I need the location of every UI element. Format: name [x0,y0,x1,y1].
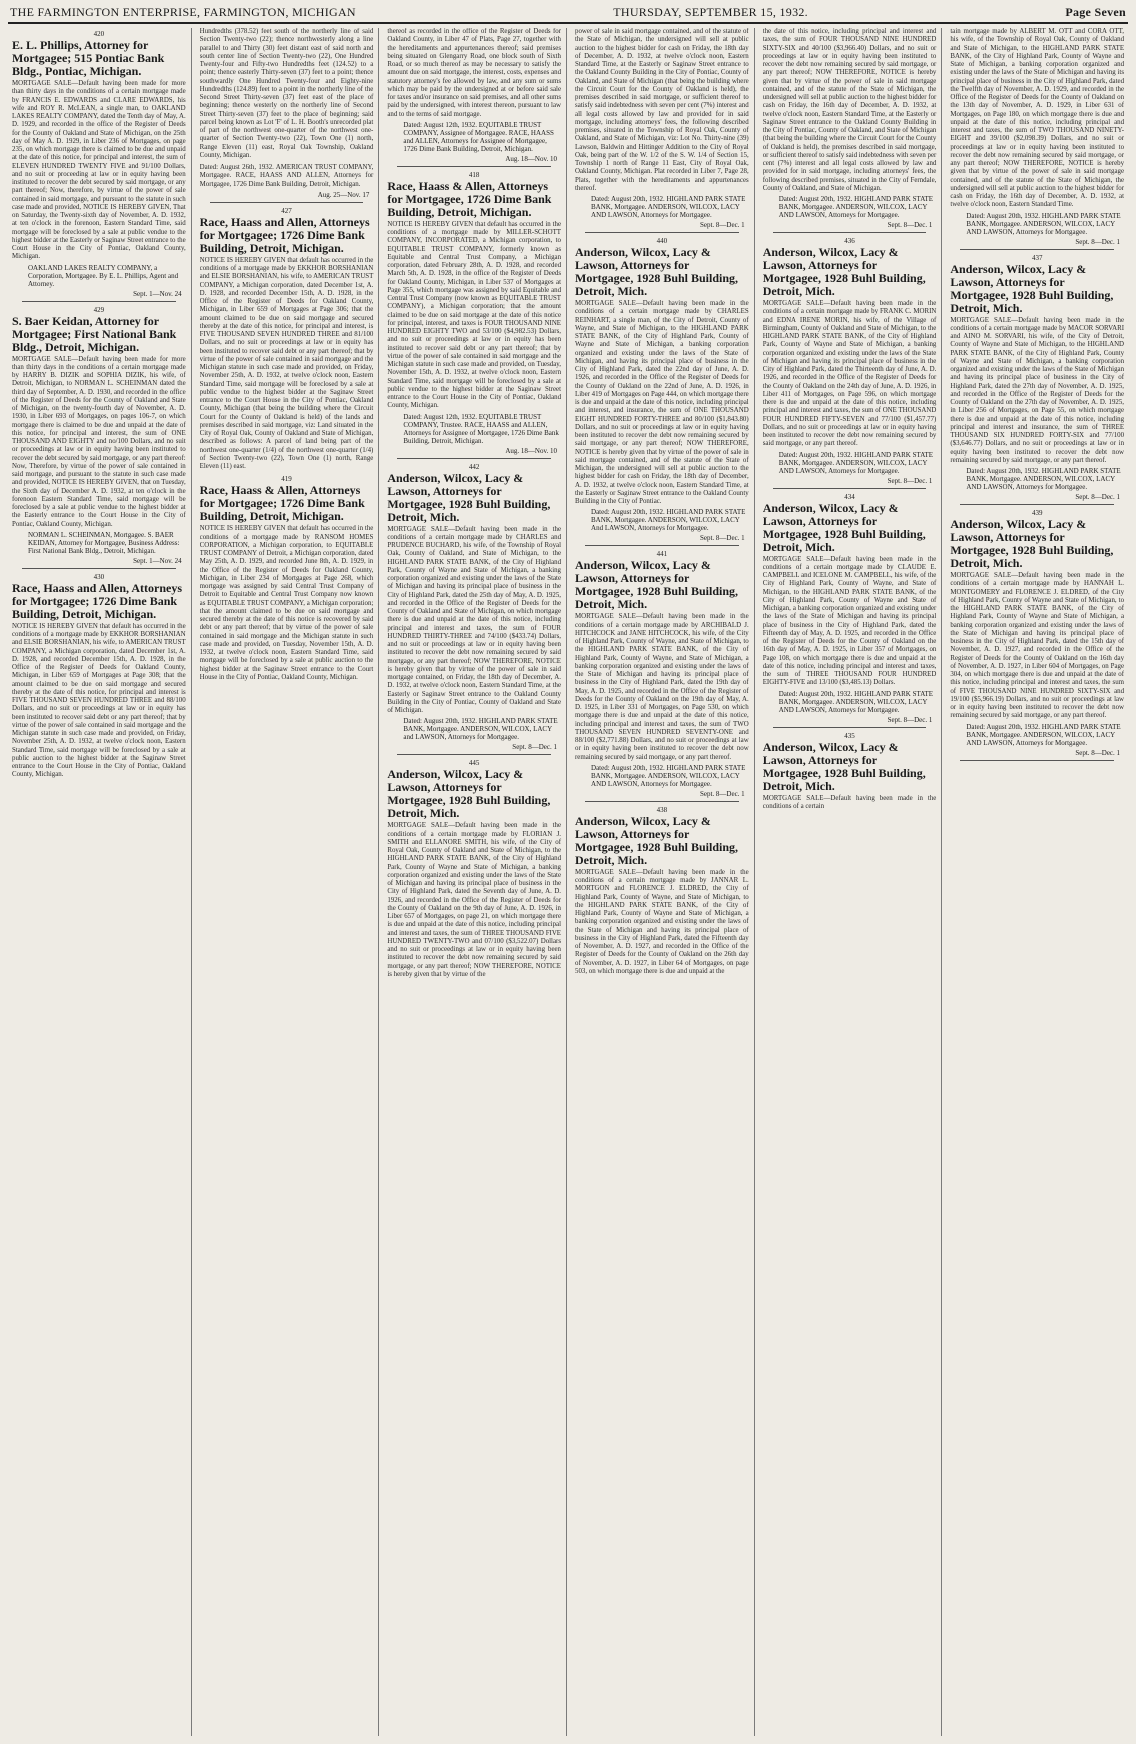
notice-number: 445 [468,759,480,768]
notice-body: MORTGAGE SALE—Default having been made in the conditions of a certain mortgage made by ARCHIBALD J. HITCHCOCK and JANE HITCHCOCK, his wife, of the City of Highland Park, County of Wayne, and State of Michigan, to the HIGHLAND PARK STATE BANK, of the City of Highland Park, County of Wayne, and State of Michigan, a banking corporation organized and existing under the laws of the State of Michigan and having its principal place of business in the City of Highland Park, dated the 19th day of May, A. D. 1925, and recorded in the Office of the Register of Deeds for the County of Oakland on the 19th day of May, A. D. 1925, in Liber 331 of Mortgages, on Page 530, on which mortgage there is due and unpaid at the date of this notice, including principal and interest and taxes, the sum of TWO THOUSAND SEVEN HUNDRED SEVENTY-ONE and 88/100 ($2,771.88) Dollars, and no suit or proceedings at law or in equity having been instituted to recover the debt now remaining secured by said mortgage, or any part thereof. [575,613,749,761]
notice-number: 435 [844,731,855,740]
notice-separator [397,166,551,167]
notice-signature: OAKLAND LAKES REALTY COMPANY, a Corporation, Mortgagee. By E. L. Phillips, Agent and Attorney. [28,263,179,288]
legal-notice [575,28,749,233]
notice-signature: Dated: August 20th, 1932. HIGHLAND PARK STATE BANK, Mortgagee. ANDERSON, WILCOX, LACY AND LAWSON, Attorneys for Mortgagee. [966,211,1121,236]
notice-body: tain mortgage made by ALBERT M. OTT and CORA OTT, his wife, of the Township of Royal Oak, County of Oakland and State of Michigan, to the HIGHLAND PARK STATE BANK, of the City of Highland Park, County of Wayne and State of Michigan, a banking corporation organized and existing under the laws of the State of Michigan and having its principal place of business in the City of Highland Park, dated the Twelfth day of November, A. D. 1929, and recorded in the Office of the Register of Deeds for the County of Oakland on the 13th day of November, A. D. 1929, in Liber 631 of Mortgages, on Page 180, on which mortgage there is due and unpaid at the date of this notice, including principal and interest and taxes, the sum of TWO THOUSAND NINETY-EIGHT and 39/100 ($2,098.39) Dollars, and no suit or proceedings at law or in equity having been instituted to recover the debt now remaining secured by said mortgage, or any part thereof; NOW THEREFORE, NOTICE is hereby given that by virtue of the power of sale in said mortgage contained, and of the statute of the State of Michigan, the undersigned will sell at public auction to the highest bidder for cash on Friday, the 16th day of December, A. D. 1932, at twelve o'clock noon, Eastern Standard Time. [950,28,1124,209]
notice-signature: Dated: August 20th, 1932. HIGHLAND PARK STATE BANK, Mortgagee. ANDERSON, WILCOX, LACY AND LAWSON, Attorneys for Mortgagee. [966,467,1121,491]
notice-separator [22,301,176,302]
notice-heading: Anderson, Wilcox, Lacy & Lawson, Attorneys for Mortgagee, 1928 Buhl Building, Detroit, Mich. [762,245,926,298]
notice-body: NOTICE IS HEREBY GIVEN that default has occurred in the conditions of a mortgage made by RANSOM HOMES CORPORATION, a Michigan corporation, to EQUITABLE TRUST COMPANY of Detroit, a Michigan corporation, dated May 25th, A. D. 1929, and recorded June 8th, A. D. 1929, in the Office of the Register of Deeds for Oakland County, Michigan, in Liber 234 of Mortgages at Page 268, which mortgage was assigned by said Central Trust Company of Detroit to Equitable and Central Trust Company now known as EQUITABLE TRUST COMPANY, a Michigan corporation; that the amount claimed to be due on said mortgage and secured thereby at the date of this notice is recovered by said debt or any part thereof; that by virtue of the power of sale contained in said mortgage and the Michigan statute in such case made and provided, on Tuesday, November 15th, A. D. 1932, at twelve o'clock noon, Eastern Standard Time, said mortgage will be foreclosed by a sale at public auction to the highest bidder at the Saginaw Street entrance to the Court House in the City of Pontiac, Oakland County, Michigan. [199,525,374,681]
notice-number: 441 [656,550,668,559]
legal-notice [763,28,937,233]
notice-dateline: Sept. 1—Nov. 24 [133,289,182,298]
notice-heading: Anderson, Wilcox, Lacy & Lawson, Attorneys for Mortgagee, 1928 Buhl Building, Detroit, Mich. [387,470,551,524]
notice-number: 442 [468,462,480,471]
notice-heading: Race, Haass and Allen, Attorneys for Mortgagee; 1726 Dime Bank Building, Detroit, Michigan. [12,580,183,621]
legal-notice [387,171,561,459]
legal-notice [950,28,1124,250]
legal-notice [200,207,374,472]
notice-heading: Anderson, Wilcox, Lacy & Lawson, Attorneys for Mortgagee, 1928 Buhl Building, Detroit, Mich. [387,767,551,821]
notice-dateline: Sept. 8—Dec. 1 [699,221,745,229]
notice-dateline: Sept. 8—Dec. 1 [512,743,558,752]
notice-separator [22,568,176,569]
masthead-rule [8,22,1128,24]
notice-dateline: Sept. 1—Nov. 24 [133,556,182,565]
column-4 [575,28,755,1736]
notice-body: MORTGAGE SALE—Default having been made in the conditions of a certain mortgage made by HANNAH L. MONTGOMERY and FLORENCE J. ELDRED, of the City of Highland Park, County of Wayne and State of Michigan, to the HIGHLAND PARK STATE BANK, of the City of Highland Park, County of Wayne and State of Michigan, a banking corporation organized and existing under the laws of the State of Michigan and having its principal place of business in the City of Highland Park, dated the 15th day of November, A. D. 1927, and recorded in the Office of the Register of Deeds for the County of Oakland on the 16th day of November, A. D. 1927, in Liber 604 of Mortgages, on Page 304, on which mortgage there is due and unpaid at the date of this notice, including principal and interest and taxes, the sum of FIVE THOUSAND NINE HUNDRED SIXTY-SIX and 19/100 ($5,966.19) Dollars, and no suit or proceedings at law or in equity having been instituted to recover the debt now remaining secured by said mortgage, or any part thereof. [950,572,1124,720]
notice-body: MORTGAGE SALE—Default having been made in the conditions of a certain mortgage made by CHARLES REINHART, a single man, of the City of Detroit, County of Wayne, and State of Michigan, to the HIGHLAND PARK STATE BANK, of the City of Highland Park, County of Wayne and State of Michigan, a banking corporation organized and existing under the laws of the State of Michigan, and having its principal place of business in the City of Highland Park, dated the 22nd day of June, A. D. 1926, and recorded in the Office of the Register of Deeds for the County of Oakland on the 22nd of June, A. D. 1926, in Liber 419 of Mortgages on Page 444, on which mortgage there is due and unpaid at the date of this notice, including principal and interest, and insurance, the sum of ONE THOUSAND EIGHT HUNDRED FORTY-THREE and 80/100 ($1,843.80) Dollars, and no suit or proceedings at law or in equity having been instituted to recover the debt now remaining secured by said mortgage, or any part thereof; NOW THEREFORE, NOTICE is hereby given that by virtue of the power of sale in said mortgage contained, and of the statute of the State of Michigan, the undersigned will sell at public auction to the highest bidder for cash on Friday, the 18th day of December, A. D. 1932, at twelve o'clock noon, Eastern Standard Time, at the Easterly or Saginaw Street entrance to the Oakland County Building in the City of Pontiac. [575,300,749,505]
notice-signature: Dated: August 12th, 1932. EQUITABLE TRUST COMPANY, Assignee of Mortgagee. RACE, HAASS and ALLEN, Attorneys for Assignee of Mortgagee, 1726 Dime Bank Building, Detroit, Michigan. [403,120,554,153]
notice-heading: Anderson, Wilcox, Lacy & Lawson, Attorneys for Mortgagee, 1928 Buhl Building, Detroit, Mich. [762,739,926,793]
notice-number: 427 [281,206,292,215]
notice-body: power of sale in said mortgage contained, and of the statute of the State of Michigan, the undersigned will sell at public auction to the highest bidder for cash on Friday, the 18th day of December, A. D. 1932, at twelve o'clock noon, Eastern Standard Time, at the Easterly or Saginaw Street entrance to the Oakland County Building in the City of Pontiac, County of Oakland, and State of Michigan (that being the building where the Circuit Court for the County of Oakland is held), the premises described in said mortgage, or sufficient thereof to satisfy said indebtedness with seven per cent (7%) interest and all legal costs allowed by law and provided for in said mortgage, including attorneys' fees, the following described premises, situated in the Township of Royal Oak, County of Oakland, and State of Michigan, viz: Lot No. Thirty-nine (39) Lawson, Baldwin and Hittinger Addition to the City of Royal Oak, being part of the W. 1/2 of the S. W. 1/4 of Section 15, Township 1 north of Range 11 East, City of Royal Oak, Oakland County, Michigan. Plat recorded in Liber 7, Page 28, Plats, together with the hereditaments and appurtenances thereof. [575,28,749,192]
notice-separator [773,232,927,233]
notice-heading: Anderson, Wilcox, Lacy & Lawson, Attorneys for Mortgagee, 1928 Buhl Building, Detroit, Mich. [575,558,739,612]
notice-body: MORTGAGE SALE—Default having been made in the conditions of a certain mortgage made by JANNAR L. MORTGON and FLORENCE J. ELDRED, the City of Highland Park, County of Wayne, and State of Michigan, to the HIGHLAND PARK STATE BANK, of the City of Highland Park, County of Wayne and State of Michigan, a banking corporation organized and existing under the laws of the State of Michigan and having its principal place of business in the City of Highland Park, dated the Fifteenth day of November, A. D. 1927, and recorded in the Office of the Register of Deeds for the County of Oakland on the 26th day of November, A. D. 1927, in Liber 64 of Mortgages, on page 503, on which mortgage there is due and unpaid at the [575,868,749,975]
notice-separator [960,760,1114,761]
notice-body: MORTGAGE SALE—Default having been made for more than thirty days in the conditions of a certain mortgage made by HARRY B. DIZIK and SOPHIA DIZIK, his wife, of Detroit, Michigan, to NORMAN L. SCHEINMAN dated the third day of September, A. D. 1930, and recorded in the office of the Register of Deeds for the County of Oakland and State of Michigan, on the twenty-fourth day of November, A. D. 1930, in Liber 693 of Mortgages, on pages 106-7, on which mortgage there is claimed to be due and unpaid at the date of this notice, for principal and interest, the sum of ONE THOUSAND AND EIGHTY and no/100 Dollars, and no suit or proceedings at law or in equity having been instituted to recover the debt secured by said mortgage, or any part thereof: Now, Therefore, by virtue of the power of sale contained in said mortgage, and pursuant to the statute in such case made and provided, NOTICE IS HEREBY GIVEN, that on Tuesday, the Sixth day of December A. D. 1932, at ten o'clock in the forenoon Eastern Standard Time, said mortgage will be foreclosed by a sale at public vendue to the highest bidder at the Easterly entrance to the Court House in the City of Pontiac, Oakland County, Michigan. [12,355,186,528]
notice-number: 439 [1031,509,1043,517]
notice-body: MORTGAGE SALE—Default having been made in the conditions of a certain mortgage made by MACOR SORVARI and AINO M. SORVARI, his wife, of the City of Detroit, County of Wayne and State of Michigan, to the HIGHLAND PARK STATE BANK, of the City of Highland Park, County of Wayne and State of Michigan, a banking corporation organized and existing under the laws of the State of Michigan and having its principal place of business in the City of Highland Park, dated the 27th day of November, A. D. 1925, and recorded in the Office of the Register of Deeds for the County of Oakland on the 27th day of November, A. D. 1925, in Liber 256 of Mortgages, on Page 55, on which mortgage there is due and unpaid at the date of this notice, including principal and interest and insurance, the sum of THREE THOUSAND SIX HUNDRED FORTY-SIX and 77/100 ($3,646.77) Dollars, and no suit or proceedings at law or in equity having been instituted to recover the debt now remaining secured by said mortgage, or any part thereof. [950,316,1124,464]
legal-notice [763,732,937,812]
column-6 [950,28,1124,1736]
notice-heading: Race, Haass & Allen, Attorneys for Mortgagee; 1726 Dime Bank Building, Detroit, Michigan. [199,483,365,524]
notice-body: MORTGAGE SALE—Default having been made in the conditions of a certain [762,794,937,810]
notice-number: 420 [93,30,105,38]
column-5 [763,28,943,1736]
notice-heading: Race, Haass and Allen, Attorneys for Mortgagee; 1726 Dime Bank Building, Detroit, Michigan. [199,214,370,255]
notice-number: 434 [844,492,855,501]
notice-heading: Anderson, Wilcox, Lacy & Lawson, Attorneys for Mortgagee, 1928 Buhl Building, Detroit, Mich. [575,245,739,298]
notice-heading: Anderson, Wilcox, Lacy & Lawson, Attorneys for Mortgagee, 1928 Buhl Building, Detroit, Mich. [762,500,926,554]
legal-notice [200,28,374,160]
notice-signature: Dated: August 20th, 1932. HIGHLAND PARK STATE BANK, Mortgagee. ANDERSON, WILCOX, LACY and LAWSON, Attorneys for Mortgagee. [403,717,558,742]
legal-notice [12,573,186,780]
notice-signature: Dated: August 20th, 1932. HIGHLAND PARK STATE BANK, Mortgagee. ANDERSON, WILCOX, LACY AND LAWSON, Attorneys for Mortgagee. [778,195,934,219]
notice-dateline: Aug. 25—Nov. 17 [317,190,370,199]
notice-separator [585,545,739,546]
notice-number: 436 [844,237,855,245]
notice-signature: Dated: August 20th, 1932. HIGHLAND PARK STATE BANK, Mortgagee. ANDERSON, WILCOX, LACY AND LAWSON, Attorneys for Mortgagee. [778,689,934,714]
notice-number: 418 [468,170,480,179]
notice-body: NOTICE IS HEREBY GIVEN that default has occurred in the conditions of a mortgage made by EKKHOR BORSHANIAN and ELSIE BORSHANIAN, his wife, to AMERICAN TRUST COMPANY, a Michigan corporation, dated December 1st, A. D. 1928, and recorded December 15th, A. D. 1928, in the Office of the Register of Deeds for Oakland County, Michigan, in Liber 659 of Mortgages at Page 308; that the amount claimed to be due on said mortgage and secured thereby at the date of this notice, for principal and interest is FIVE THOUSAND SEVEN HUNDRED THREE and 88/100 Dollars, and no suit or proceedings at law or in equity has been instituted to recover said debt or any part thereof; that by virtue of the power of sale contained in said mortgage and the Michigan statute in such case made and provided, on Friday, November 25th, A. D. 1932, at twelve o'clock noon, Eastern Standard Time, said mortgage will be foreclosed by a sale at public auction to the highest bidder at the Saginaw Street entrance to the Court House in the City of Pontiac, Oakland County, Michigan. [12,622,186,779]
notice-number: 438 [656,805,668,814]
legal-notice [763,493,937,728]
legal-notice [12,30,186,302]
legal-notice [387,28,561,167]
notice-heading: S. Baer Keidan, Attorney for Mortgagee; First National Bank Bldg., Detroit, Michigan. [12,313,177,354]
notice-number: 437 [1031,253,1043,262]
masthead-date: THURSDAY, SEPTEMBER 15, 1932. [613,4,808,19]
notice-dateline: Sept. 8—Dec. 1 [887,476,933,485]
column-3 [387,28,567,1736]
legal-notice [575,237,749,546]
notice-separator [585,232,739,233]
legal-notice [387,463,561,756]
notice-separator [773,488,927,489]
notice-body: MORTGAGE SALE—Default having been made in the conditions of a certain mortgage made by CHARLES and PRUDENCE BUCHARD, his wife, of the Township of Royal Oak, County of Oakland, and State of Michigan, to the HIGHLAND PARK STATE BANK, of the City of Highland Park, County of Wayne and State of Michigan, a banking corporation organized and existing under the laws of the State of Michigan and having its principal place of business in the City of Highland Park, dated the 25th day of May, A. D. 1925, and recorded in the Office of the Register of Deeds for the County of Oakland and State of Michigan, on which mortgage there is due and unpaid at the date of this notice, including principal and interest and taxes, the sum of FOUR HUNDRED THIRTY-THREE and 74/100 ($433.74) Dollars, and no suit or proceedings at law or in equity having been instituted to recover the debt now remaining secured by said mortgage, or any part thereof; NOW THEREFORE, NOTICE is hereby given that by virtue of the power of sale in said mortgage contained, on Friday, the 18th day of December, A. D. 1932, at twelve o'clock noon, Eastern Standard Time, at the Easterly or Saginaw Street entrance to the Oakland County Building in the City of Pontiac, County of Oakland and State of Michigan. [387,525,562,714]
legal-notice [950,254,1124,506]
notice-signature: Dated: August 12th, 1932. EQUITABLE TRUST COMPANY, Trustee. RACE, HAASS and ALLEN, Attorneys for Assignee of Mortgagee, 1726 Dime Bank Building, Detroit, Michigan. [403,412,559,445]
column-2 [200,28,380,1736]
notice-dateline: Sept. 8—Dec. 1 [1075,748,1121,757]
notice-body: NOTICE IS HEREBY GIVEN that default has occurred in the conditions of a mortgage made by EKKHOR BORSHANIAN and ELSIE BORSHANIAN, his wife, to AMERICAN TRUST COMPANY, a Michigan corporation, dated December 1st, A. D. 1928, and recorded December 15th, A. D. 1928, in the Office of the Register of Deeds for Oakland County, Michigan, in Liber 659 of Mortgages at Page 306; that the amount claimed to be due on said mortgage and secured thereby at the date of this notice, for principal and interest, is FIVE THOUSAND SEVEN HUNDRED THREE and 81/100 Dollars, and no suit or proceedings at law or in equity has been instituted to recover said debt or any part thereof; that by virtue of the power of sale contained in said mortgage and the Michigan statute in such case made and provided, on Friday, November 25th, A. D. 1932, at twelve o'clock noon, Eastern Standard Time, said mortgage will be foreclosed by a sale at public vendue to the highest bidder at the Saginaw Street entrance to the Court House in the City of Pontiac, Oakland County, Michigan (that being the building where the Circuit Court for the County of Oakland is held) of the lands and premises described in said mortgage, viz: Land situated in the City of Royal Oak, County of Oakland and State of Michigan, described as follows: A parcel of land being part of the northwest one-quarter (1/4) of the northwest one-quarter (1/4) of Section Twenty-two (22), Town One (1) north, Range Eleven (11) east. [199,256,374,470]
notice-dateline: Sept. 8—Dec. 1 [887,221,933,229]
notice-separator [585,801,739,802]
column-1 [12,28,192,1736]
notice-signature: Dated: August 20th, 1932. HIGHLAND PARK STATE BANK, Mortgagee. ANDERSON, WILCOX, LACY AND LAWSON, Attorneys for Mortgagee. [591,763,746,788]
legal-notice-columns [12,28,1124,1736]
notice-dateline: Sept. 8—Dec. 1 [887,715,933,724]
notice-heading: Anderson, Wilcox, Lacy & Lawson, Attorneys for Mortgagee, 1928 Buhl Building, Detroit, Mich. [950,261,1114,315]
notice-heading: Race, Haass & Allen, Attorneys for Mortgagee, 1726 Dime Bank Building, Detroit, Michigan. [387,178,552,219]
notice-separator [397,458,551,459]
notice-number: 430 [93,572,105,581]
notice-heading: Anderson, Wilcox, Lacy & Lawson, Attorneys for Mortgagee, 1928 Buhl Building, Detroit, Mich. [950,517,1114,570]
notice-signature: NORMAN L. SCHEINMAN, Mortgagee. S. BAER KEIDAN, Attorney for Mortgagee, Business Address: First National Bank Bldg., Detroit, Michigan. [28,530,180,555]
notice-dateline: Sept. 8—Dec. 1 [699,534,745,543]
legal-notice [763,237,937,489]
notice-body: NOTICE IS HEREBY GIVEN that default has occurred in the conditions of a mortgage made by MILLER-SCHOTT COMPANY, INCORPORATED, a Michigan corporation, to EQUITABLE TRUST COMPANY, formerly known as Equitable and Central Trust Company, a Michigan corporation, dated February 28th, A. D. 1928, and recorded March 5th, A. D. 1928, in the office of the Register of Deeds for Oakland County, Michigan, in Liber 537 of Mortgages at Page 355, which mortgage was assigned by said Equitable and Central Trust Company (now known as EQUITABLE TRUST COMPANY), a Michigan corporation; that the amount claimed to be due on said mortgage at the date of this notice for principal, interest, and taxes is FOUR THOUSAND NINE HUNDRED EIGHTY TWO and 53/100 ($4,982.53) Dollars, and no suit or proceedings at law or in equity has been instituted to recover said debt or any part thereof; that by virtue of the power of sale contained in said mortgage and the Michigan statute in such case made and provided, on Tuesday, November 15th, A. D. 1932, at twelve o'clock noon, Eastern Standard Time, said mortgage will be foreclosed by a sale at public vendue to the highest bidder at the Saginaw Street entrance to the Court House in the City of Pontiac, Oakland County, Michigan. [387,220,562,410]
notice-body: Dated: August 26th, 1932. AMERICAN TRUST COMPANY, Mortgagee. RACE, HAASS AND ALLEN, Attorneys for Mortgagee, 1726 Dime Bank Building, Detroit, Michigan. [199,164,374,188]
notice-body: MORTGAGE SALE—Default having been made in the conditions of a certain mortgage made by FLORIAN J. SMITH and ELLANORE SMITH, his wife, of the City of Royal Oak, County of Oakland and State of Michigan, to the HIGHLAND PARK STATE BANK, of the City of Highland Park, County of Wayne and State of Michigan, a banking corporation organized and existing under the laws of the State of Michigan and having its principal place of business in the City of Highland Park, dated the Seventh day of June, A. D. 1926, and recorded in the Office of the Register of Deeds for the County of Oakland on the 9th day of June, A. D. 1926, in Liber 657 of Mortgages, on page 21, on which mortgage there is due and unpaid at the date of this notice, including principal and interest and taxes, the sum of THREE THOUSAND FIVE HUNDRED TWENTY-TWO and 07/100 ($3,522.07) Dollars and no suit or proceedings at law or in equity having been instituted to recover the debt now remaining secured by said mortgage, or any part thereof; NOW THEREFORE, NOTICE is hereby given that by virtue of the [387,822,562,978]
legal-notice [200,164,374,203]
legal-notice [387,759,561,979]
notice-separator [397,754,551,755]
legal-notice [575,806,749,976]
notice-separator [960,249,1114,250]
masthead-title: THE FARMINGTON ENTERPRISE, FARMINGTON, MICHIGAN [10,4,356,19]
notice-signature: Dated: August 20th, 1932. HIGHLAND PARK STATE BANK, Mortgagee. ANDERSON, WILCOX, LACY AND LAWSON, Attorneys for Mortgagee. [778,450,934,475]
legal-notice [950,509,1124,761]
notice-signature: Dated: August 20th, 1932. HIGHLAND PARK STATE BANK, Mortgagee. ANDERSON, WILCOX, LACY AND LAWSON, Attorneys for Mortgagee. [966,722,1121,747]
legal-notice [200,475,374,682]
notice-body: thereof as recorded in the office of the Register of Deeds for Oakland County, in Liber 47 of Plats, Page 27, together with the hereditaments and appurtenances thereof; said premises being situated on Glengarry Road, one block south of Sixth Road, or so much thereof as may be necessary to satisfy the amount due on said mortgage, the interest, costs, expenses and statutory attorney's fee allowed by law, and any sum or sums which may be paid by the undersigned at or before said sale for taxes and/or insurance on said premises, and all other sums paid by the undersigned, with interest thereon, pursuant to law and to the terms of said mortgage. [387,28,562,118]
notice-signature: Dated: August 20th, 1932. HIGHLAND PARK STATE BANK, Mortgagee. ANDERSON, WILCOX, LACY AND LAWSON, Attorneys for Mortgagee. [591,195,746,219]
notice-body: MORTGAGE SALE—Default having been made for more than thirty days in the conditions of a certain mortgage made by FRANCIS E. EDWARDS and CLARE EDWARDS, his wife and ROY R. McLEAN, a single man, to OAKLAND LAKES REALTY COMPANY, dated the Tenth day of May, A. D. 1929, and recorded in the office of the Register of Deeds for the County of Oakland and State of Michigan, on the 25th day of May A. D. 1929, in Liber 236 of Mortgages, on page 235, on which mortgage there is claimed to be due and unpaid at the date of this notice, for principal and interest, the sum of ELEVEN HUNDRED TWENTY FIVE and 91/100 Dollars, and no suit or proceeding at law or in equity having been instituted to recover the debt secured by said mortgage, or any part thereof; Now, therefore, by virtue of the power of sale contained in said mortgage, and pursuant to the statute in such case made and provided, NOTICE IS HEREBY GIVEN, That on Saturday, the Twenty-sixth day of November, A. D. 1932, at ten o'clock in the forenoon, Eastern Standard Time, said mortgage will be foreclosed by a sale at public vendue to the highest bidder at the Easterly or Saginaw Street entrance to the Court House in the City of Pontiac, Oakland County, Michigan. [12,80,186,261]
notice-number: 440 [656,237,668,245]
notice-dateline: Sept. 8—Dec. 1 [699,789,745,798]
notice-dateline: Aug. 18—Nov. 10 [505,446,558,455]
notice-heading: E. L. Phillips, Attorney for Mortgagee; 515 Pontiac Bank Bldg., Pontiac, Michigan. [12,38,165,78]
notice-body: MORTGAGE SALE—Default having been made in the conditions of a certain mortgage made by FRANK C. MORIN and EDNA IRENE MORIN, his wife, of the Village of Birmingham, County of Oakland and State of Michigan, to the HIGHLAND PARK STATE BANK, of the City of Highland Park, County of Wayne and State of Michigan, a banking corporation organized and existing under the laws of the State of Michigan and having its principal place of business in the City of Highland Park, dated the Thirteenth day of June, A. D. 1926, and recorded in the Office of the Register of Deeds for the County of Oakland on the 24th day of June, A. D. 1926, in Liber 411 of Mortgages, on Page 596, on which mortgage there is due and unpaid at the date of this notice, including principal and interest and taxes, the sum of ONE THOUSAND FOUR HUNDRED FIFTY-SEVEN and 77/100 ($1,457.77) Dollars, and no suit or proceedings at law or in equity having been instituted to recover the debt now remaining secured by said mortgage, or any part thereof. [762,300,937,448]
notice-body: Hundredths (378.52) feet south of the northerly line of said Section Twenty-two (22); thence northwesterly along a line parallel to and Thirty (30) feet distant east of said north and south center line of Section Twenty-two (22), One Hundred Twenty-four and Fifty-two Hundredths feet (124.52) to a point; thence easterly Thirty-seven (37) feet to a point; thence southwardly One Hundred Twenty-four and Eighty-nine Hundredths (124.89) feet to a point in the northerly line of the Second Street Thirty-seven (37) feet east of the place of beginning; thence westerly on the northerly line of Second Street Thirty-seven (37) feet to the place of beginning; said parcel being known as Lot 'F' of L. H. Booth's unrecorded plat of part of the northwest one-quarter of the northwest one-quarter of Section Twenty-two (22), Town One (1) north, Range Eleven (11) east, Royal Oak Township, Oakland County, Michigan. [199,28,374,159]
notice-signature: Dated: August 20th, 1932. HIGHLAND PARK STATE BANK, Mortgagee. ANDERSON, WILCOX, LACY And LAWSON, Attorneys for Mortgagee. [591,508,746,533]
notice-dateline: Sept. 8—Dec. 1 [1075,493,1121,501]
legal-notice [12,306,186,569]
notice-body: MORTGAGE SALE—Default having been made in the conditions of a certain mortgage made by CLAUDE E. CAMPBELL and ICELONE M. CAMPBELL, his wife, of the City of Highland Park, County of Wayne, and State of Michigan, to the HIGHLAND PARK STATE BANK, of the City of Highland Park, County of Wayne and State of Michigan, a banking corporation organized and existing under the laws of the State of Michigan and having its principal place of business in the City of Highland Park, dated the Fifteenth day of May, A. D. 1925, and recorded in the Office of the Register of Deeds for the County of Oakland on the 16th day of May, A. D. 1925, in Liber 357 of Mortgages, on Page 108, on which mortgage there is due and unpaid at the date of this notice, including principal and interest and taxes, the sum of THREE THOUSAND FOUR HUNDRED EIGHTY-FIVE and 13/100 ($3,485.13) Dollars. [762,555,937,687]
notice-dateline: Aug. 18—Nov. 10 [505,154,558,163]
page-number: Page Seven [1065,4,1126,19]
notice-dateline: Sept. 8—Dec. 1 [1075,237,1121,246]
notice-heading: Anderson, Wilcox, Lacy & Lawson, Attorneys for Mortgagee, 1928 Buhl Building, Detroit, Mich. [575,813,739,867]
notice-separator [210,202,364,203]
legal-notice [575,550,749,802]
masthead [10,4,1126,20]
notice-separator [773,727,927,728]
notice-number: 429 [93,305,105,314]
notice-number: 419 [281,475,292,484]
notice-separator [960,504,1114,505]
notice-body: the date of this notice, including principal and interest and taxes, the sum of FOUR THOUSAND NINE HUNDRED SIXTY-SIX and 40/100 ($3,966.40) Dollars, and no suit or proceedings at law or in equity having been instituted to recover the debt now remaining secured by said mortgage, or any part thereof; NOW THEREFORE, NOTICE is hereby given that by virtue of the power of sale in said mortgage contained, and of the statute of the State of Michigan, the undersigned will sell at public auction to the highest bidder for cash on Friday, the 16th day of December, A. D. 1932, at twelve o'clock noon, Eastern Standard Time, at the Easterly or Saginaw Street entrance to the Oakland County Building in the City of Pontiac, County of Oakland, and State of Michigan (that being the building where the Circuit Court for the County of Oakland is held), the premises described in said mortgage, or sufficient thereof to satisfy said indebtedness with seven per cent (7%) interest and all legal costs allowed by law and provided for in said mortgage, including attorneys' fees, the following described premises, situated in the City of Ferndale, County of Oakland, and State of Michigan. [762,28,937,192]
